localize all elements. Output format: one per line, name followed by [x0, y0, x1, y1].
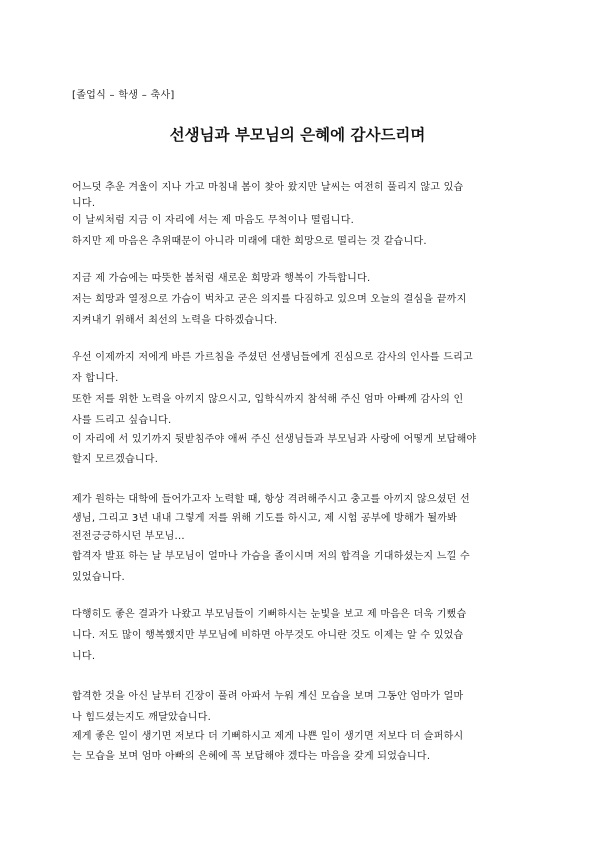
document-tag: [졸업식 – 학생 – 축사]	[72, 90, 175, 101]
body-line: 또한 저를 위한 노력을 아끼지 않으시고, 입학식까지 참석해 주신 엄마 아빠께 감사의 인	[72, 394, 464, 405]
document-title: 선생님과 부모님의 은혜에 감사드리며	[169, 126, 426, 144]
body-line: 합격자 발표 하는 날 부모님이 얼마나 가슴을 졸이시며 저의 합격을 기대하셨는지 느낄 수	[72, 551, 470, 562]
body-line: 어느덧 추운 겨울이 지나 가고 마침내 봄이 찾아 왔지만 날씨는 여전히 풀리지 않고 있습	[72, 182, 464, 193]
body-line: 있었습니다.	[72, 572, 125, 583]
body-line: 제게 좋은 일이 생기면 저보다 더 기뻐하시고 제게 나쁜 일이 생기면 저보다 더 슬퍼하시	[72, 731, 464, 742]
body-line: 할지 모르겠습니다.	[72, 454, 159, 465]
body-line: 생님, 그리고 3년 내내 그렇게 저를 위해 기도를 하시고, 제 시험 공부에 방해가 될까봐	[72, 513, 458, 524]
body-line: 니다. 저도 많이 행복했지만 부모님에 비하면 아무것도 아니란 것도 이제는 알 수 있었습	[72, 630, 464, 641]
body-line: 사를 드리고 싶습니다.	[72, 415, 172, 426]
body-line: 저는 희망과 열정으로 가슴이 벅차고 굳은 의지를 다짐하고 있으며 오늘의 결심을 끝까지	[72, 294, 467, 305]
body-line: 니다.	[72, 198, 96, 209]
body-line: 이 날씨처럼 지금 이 자리에 서는 제 마음도 무척이나 떨립니다.	[72, 215, 355, 226]
body-line: 지켜내기 위해서 최선의 노력을 다하겠습니다.	[72, 315, 278, 326]
body-line: 지금 제 가슴에는 따뜻한 봄처럼 새로운 희망과 행복이 가득합니다.	[72, 273, 371, 284]
body-line: 우선 이제까지 저에게 바른 가르침을 주셨던 선생님들에게 진심으로 감사의 인사를 드리고	[72, 352, 473, 363]
body-line: 합격한 것을 아신 날부터 긴장이 풀려 아파서 누워 계신 모습을 보며 그동안 엄마가 얼마	[72, 691, 464, 702]
body-line: 제가 원하는 대학에 들어가고자 노력할 때, 항상 격려해주시고 충고를 아끼지 않으셨던 선	[72, 494, 470, 505]
body-line: 다행히도 좋은 결과가 나왔고 부모님들이 기뻐하시는 눈빛을 보고 제 마음은 더욱 기뻤습	[72, 609, 467, 620]
body-line: 는 모습을 보며 엄마 아빠의 은혜에 꼭 보답해야 겠다는 마음을 갖게 되었습니다.	[72, 751, 431, 762]
body-line: 하지만 제 마음은 추위때문이 아니라 미래에 대한 희망으로 떨리는 것 같습니다.	[72, 236, 427, 247]
body-line: 니다.	[72, 651, 96, 662]
body-line: 자 합니다.	[72, 373, 119, 384]
body-line: 나 힘드셨는지도 깨달았습니다.	[72, 712, 212, 723]
body-line: 전전긍긍하시던 부모님...	[72, 531, 185, 542]
body-line: 이 자리에 서 있기까지 뒷받침주야 애써 주신 선생님들과 부모님과 사랑에 어떻게 보답해야	[72, 434, 477, 445]
